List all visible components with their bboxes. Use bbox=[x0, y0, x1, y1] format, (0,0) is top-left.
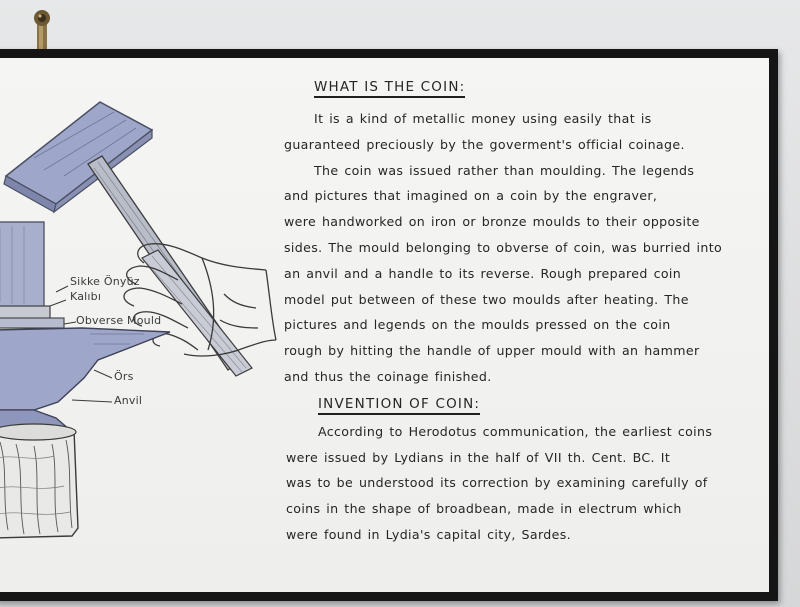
text-line: guaranteed preciously by the goverment's official coinage. bbox=[284, 136, 685, 152]
text-line: pictures and legends on the moulds pressed on the coin bbox=[284, 317, 671, 333]
text-line: model put between of these two moulds after heating. The bbox=[284, 291, 689, 307]
text-line: It is a kind of metallic money using easily that is bbox=[314, 111, 652, 126]
text-panel bbox=[280, 76, 750, 548]
heading-what-is-the-coin: WHAT IS THE COIN: bbox=[314, 79, 465, 98]
label-ors: Örs bbox=[114, 370, 134, 383]
stump-illustration bbox=[0, 424, 78, 538]
text-line: coins in the shape of broadbean, made in electrum which bbox=[286, 501, 682, 517]
text-line: According to Herodotus communication, the earliest coins bbox=[318, 423, 713, 439]
anvil-illustration bbox=[0, 328, 170, 430]
text-line: were handworked on iron or bronze moulds to their opposite bbox=[284, 214, 700, 230]
text-line: an anvil and a handle to its reverse. Rough prepared coin bbox=[284, 265, 682, 281]
text-line: The coin was issued rather than moulding. The legends bbox=[314, 162, 695, 178]
text-line: rough by hitting the handle of upper mould with an hammer bbox=[284, 343, 700, 359]
label-obverse-mould: Obverse Mould bbox=[76, 314, 162, 327]
poster-paper bbox=[0, 58, 769, 592]
heading-invention-of-coin: INVENTION OF COIN: bbox=[318, 396, 480, 415]
paragraph-invention-of-coin bbox=[280, 419, 750, 548]
label-kalibi: Kalıbı bbox=[70, 290, 102, 303]
label-anvil: Anvil bbox=[114, 394, 143, 407]
text-line: were issued by Lydians in the half of VII th. Cent. BC. It bbox=[286, 449, 671, 465]
label-sikke-onyuz: Sikke Önyüz bbox=[70, 275, 140, 288]
text-line: and pictures that imagined on a coin by the engraver, bbox=[284, 188, 658, 204]
text-line: sides. The mould belonging to obverse of coin, was burried into bbox=[284, 239, 723, 255]
picture-frame bbox=[0, 49, 778, 601]
text-line: were found in Lydia's capital city, Sardes. bbox=[286, 526, 571, 542]
brass-nail-icon bbox=[31, 9, 53, 53]
paragraph-what-is-the-coin bbox=[280, 106, 750, 390]
text-line: was to be understood its correction by examining carefully of bbox=[286, 475, 708, 491]
text-line: and thus the coinage finished. bbox=[284, 368, 492, 384]
